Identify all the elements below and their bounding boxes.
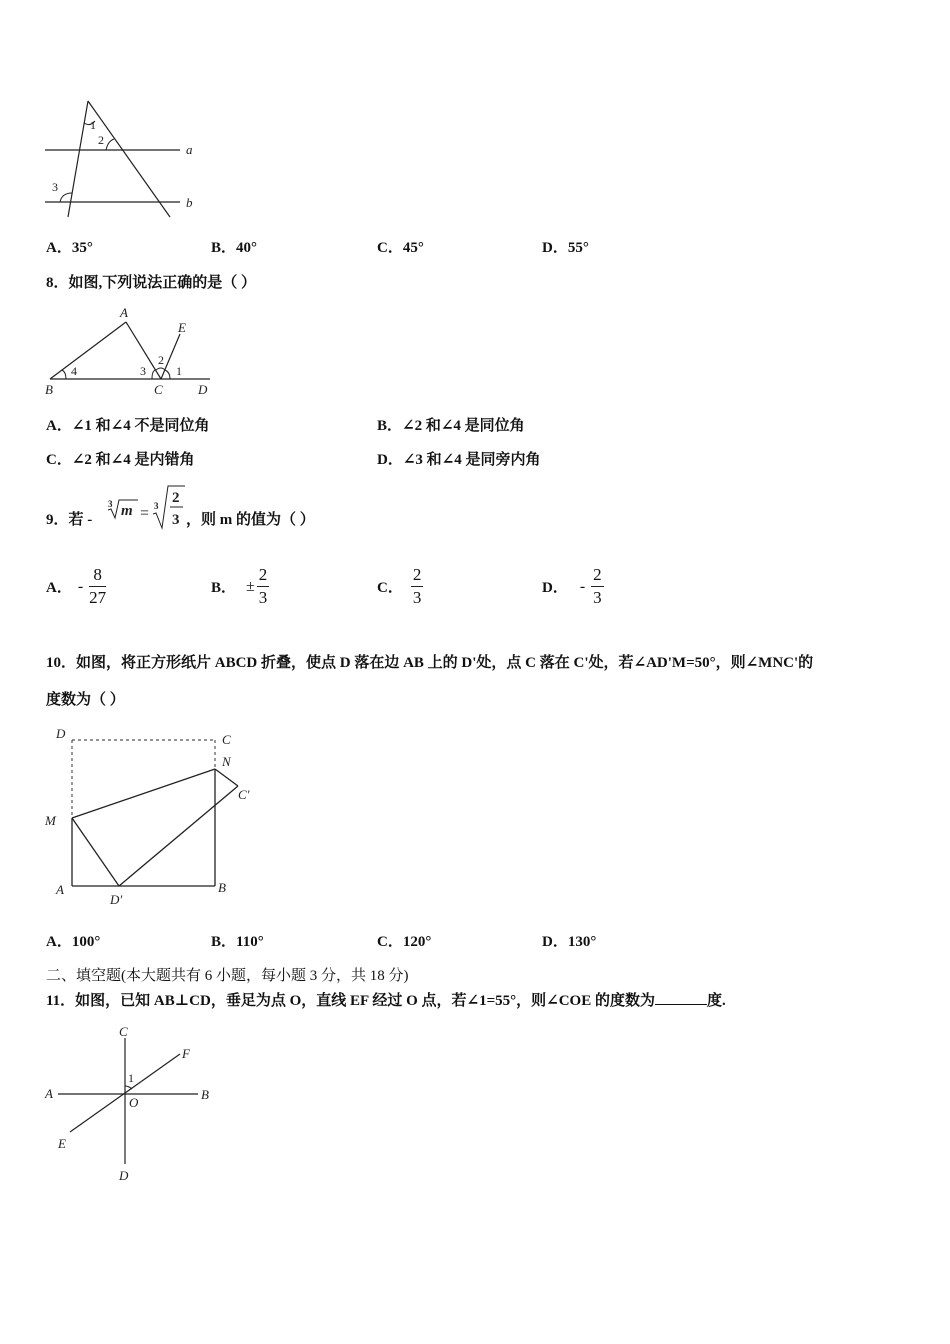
q8-figure bbox=[40, 300, 230, 400]
svg-text:3: 3 bbox=[108, 499, 113, 509]
q8-label-d: D bbox=[198, 382, 208, 397]
q8-label-1: 1 bbox=[176, 364, 182, 378]
q10-option-a[interactable]: A．100° bbox=[46, 934, 101, 950]
q8-option-c[interactable]: C．∠2 和∠4 是内错角 bbox=[46, 452, 195, 468]
q9-option-d[interactable]: D． - $\frac{2}{3}$ bbox=[542, 565, 602, 607]
q7-label-b: b bbox=[186, 195, 193, 210]
q7-transversal-left bbox=[68, 101, 88, 217]
q9-suffix: ，则 m 的值为（ ） bbox=[186, 512, 315, 528]
q10-label-dp: D′ bbox=[110, 892, 123, 907]
q10-figure bbox=[40, 722, 270, 912]
q8-arc-3 bbox=[152, 370, 156, 379]
q10-fold-mn bbox=[72, 769, 215, 818]
q10-label-c: C bbox=[222, 732, 231, 747]
q11-label-o: O bbox=[129, 1095, 139, 1110]
q9-option-b[interactable]: B． ± $\frac{2}{3}$ bbox=[211, 565, 268, 607]
q7-label-1: 1 bbox=[90, 118, 96, 132]
q10-option-b[interactable]: B．110° bbox=[211, 934, 264, 950]
q10-fold-md bbox=[72, 818, 119, 886]
q8-label-c: C bbox=[154, 382, 163, 397]
q8-line-ab bbox=[50, 322, 126, 379]
q10-option-d[interactable]: D．130° bbox=[542, 934, 597, 950]
q7-option-d[interactable]: D．55° bbox=[542, 240, 589, 256]
q9-lhs-radical bbox=[106, 496, 138, 524]
q8-label-4: 4 bbox=[71, 364, 77, 378]
q11-label-a: A bbox=[45, 1086, 53, 1101]
q11-label-b: B bbox=[201, 1087, 209, 1102]
q11-figure bbox=[40, 1020, 230, 1190]
q7-label-3: 3 bbox=[52, 180, 58, 194]
q7-arc-2 bbox=[106, 139, 114, 150]
q11-arc-1 bbox=[125, 1086, 132, 1089]
q11-label-c: C bbox=[119, 1024, 128, 1039]
svg-text:m: m bbox=[121, 503, 133, 519]
q8-arc-2 bbox=[156, 368, 165, 370]
q8-arc-1 bbox=[165, 370, 170, 379]
q8-option-b[interactable]: B．∠2 和∠4 是同位角 bbox=[377, 418, 525, 434]
q10-option-c[interactable]: C．120° bbox=[377, 934, 432, 950]
q7-label-2: 2 bbox=[98, 133, 104, 147]
q7-option-a[interactable]: A．35° bbox=[46, 240, 93, 256]
q8-label-2: 2 bbox=[158, 353, 164, 367]
q10-label-b: B bbox=[218, 880, 226, 895]
svg-text:3: 3 bbox=[154, 501, 159, 511]
q9-prefix: 9．若 - bbox=[46, 512, 93, 528]
q7-figure bbox=[40, 95, 220, 225]
q8-stem: 8．如图,下列说法正确的是（ ） bbox=[46, 275, 257, 291]
q9-equals: = bbox=[140, 505, 150, 522]
q10-label-n: N bbox=[222, 754, 231, 769]
q11-label-e: E bbox=[58, 1136, 66, 1151]
q10-label-m: M bbox=[45, 813, 56, 828]
q9-rhs-radical bbox=[151, 484, 187, 532]
q8-arc-4 bbox=[62, 370, 66, 379]
q10-stem-line1: 10．如图，将正方形纸片 ABCD 折叠，使点 D 落在边 AB 上的 D'处，点 C 落在 C'处，若∠AD'M=50°，则∠MNC'的 bbox=[46, 655, 814, 671]
q7-option-c[interactable]: C．45° bbox=[377, 240, 424, 256]
q10-fold-dc bbox=[119, 786, 238, 886]
svg-text:2: 2 bbox=[172, 490, 180, 506]
q8-option-d[interactable]: D．∠3 和∠4 是同旁内角 bbox=[377, 452, 541, 468]
q8-label-b: B bbox=[45, 382, 53, 397]
q11-label-1: 1 bbox=[128, 1071, 134, 1085]
q7-label-a: a bbox=[186, 142, 193, 157]
svg-text:3: 3 bbox=[172, 512, 180, 528]
q7-transversal-right bbox=[88, 101, 170, 217]
q8-label-e: E bbox=[178, 320, 186, 335]
q8-option-a[interactable]: A．∠1 和∠4 不是同位角 bbox=[46, 418, 210, 434]
q10-stem-line2: 度数为（ ） bbox=[46, 692, 125, 708]
q10-fold-cn bbox=[215, 769, 238, 786]
q11-label-f: F bbox=[182, 1046, 190, 1061]
q10-label-d: D bbox=[56, 726, 66, 741]
q7-option-b[interactable]: B．40° bbox=[211, 240, 258, 256]
q8-label-3: 3 bbox=[140, 364, 146, 378]
q7-arc-3 bbox=[60, 193, 72, 202]
q9-option-a[interactable]: A． - $\frac{8}{27}$ bbox=[46, 565, 107, 607]
q11-answer-blank[interactable] bbox=[655, 990, 707, 1005]
section2-heading: 二、填空题(本大题共有 6 小题，每小题 3 分，共 18 分) bbox=[46, 968, 409, 984]
q11-stem: 11．如图，已知 AB⊥CD，垂足为点 O，直线 EF 经过 O 点，若∠1=55°，则∠COE 的度数为 度. bbox=[46, 989, 726, 1010]
q8-label-a: A bbox=[120, 305, 128, 320]
q9-option-c[interactable]: C． $\frac{2}{3}$ bbox=[377, 565, 422, 607]
q11-label-d: D bbox=[119, 1168, 129, 1183]
q10-label-a: A bbox=[56, 882, 64, 897]
q10-label-cp: C′ bbox=[238, 787, 250, 802]
